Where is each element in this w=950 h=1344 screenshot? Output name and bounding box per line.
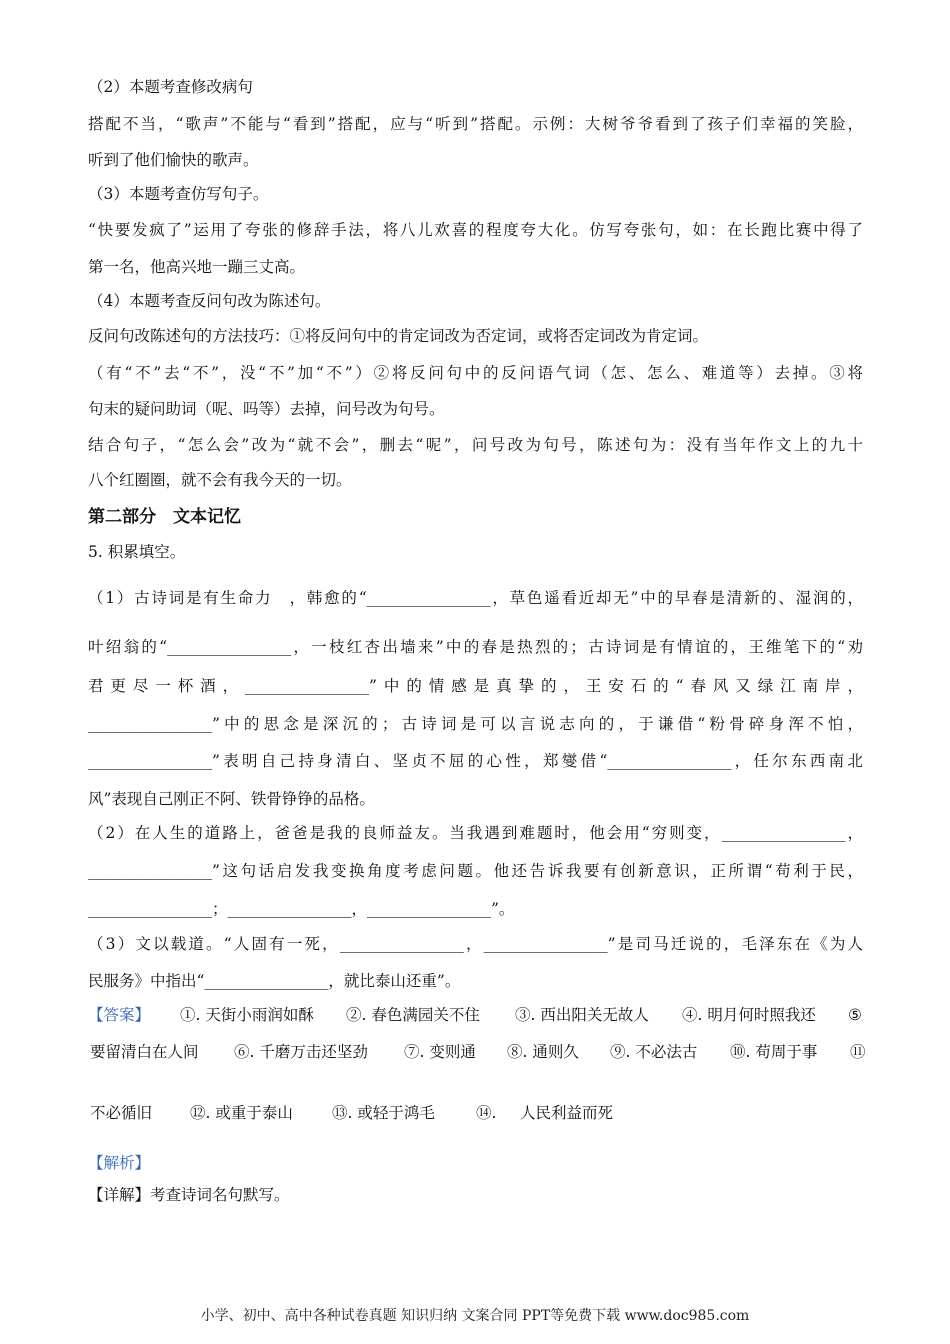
text-line: 叶绍翁的“________________，一枝红杏出墙来”中的春是热烈的；古诗词是有情谊的，王维笔下的“劝 [88, 638, 863, 656]
answer-item: ⑩. 苟周于事 [730, 1043, 818, 1061]
answer-tag: 【答案】 [88, 1006, 151, 1024]
text-line: （3）本题考查仿写句子。 [88, 185, 269, 203]
text-line: 反问句改陈述句的方法技巧：①将反问句中的肯定词改为否定词，或将否定词改为肯定词。 [88, 327, 709, 345]
answer-item: ②. 春色满园关不住 [346, 1006, 480, 1024]
answer-item: ⑦. 变则通 [404, 1043, 476, 1061]
text-line: 听到了他们愉快的歌声。 [88, 151, 259, 169]
answer-item: ⑭. [476, 1104, 497, 1122]
text-line: 结合句子，“怎么会”改为“就不会”，删去“呢”，问号改为句号，陈述句为：没有当年作文上的九十 [88, 436, 863, 454]
answer-item: ⑧. 通则久 [507, 1043, 579, 1061]
text-line: （2）本题考查修改病句 [88, 78, 253, 96]
text-line: 第一名，他高兴地一蹦三丈高。 [88, 258, 306, 276]
text-line: 民服务》中指出“________________，就比泰山还重”。 [88, 972, 461, 990]
text-line: “快要发疯了”运用了夸张的修辞手法，将八儿欢喜的程度夸大化。仿写夸张句，如：在长跑比赛中得了 [88, 221, 863, 239]
answer-item: ⑪ [850, 1043, 866, 1061]
text-line: （2）在人生的道路上，爸爸是我的良师益友。当我遇到难题时，他会用“穷则变，________________， [88, 824, 863, 842]
answer-item: ①. 天街小雨润如酥 [180, 1006, 314, 1024]
text-line: 搭配不当，“歌声”不能与“看到”搭配，应与“听到”搭配。示例：大树爷爷看到了孩子们幸福的笑脸， [88, 115, 863, 133]
question-title: 5. 积累填空。 [88, 543, 186, 561]
answer-item: ⑥. 千磨万击还坚劲 [234, 1043, 368, 1061]
page-footer: 小学、初中、高中各种试卷真题 知识归纳 文案合同 PPT等免费下载 www.doc985.com [200, 1308, 750, 1324]
text-line: 句末的疑问助词（呢、吗等）去掉，问号改为句号。 [88, 400, 445, 418]
answer-item: ⑬. 或轻于鸿毛 [332, 1104, 435, 1122]
text-line: ________________”中的思念是深沉的；古诗词是可以言说志向的，于谦借“粉骨碎身浑不怕， [88, 715, 863, 733]
answer-item: ⑨. 不必法古 [610, 1043, 698, 1061]
analysis-tag: 【解析】 [88, 1154, 151, 1172]
text-line: ________________；________________，________________”。 [88, 900, 515, 918]
text-line: 风”表现自己刚正不阿、铁骨铮铮的品格。 [88, 790, 375, 808]
answer-item: ③. 西出阳关无故人 [515, 1006, 649, 1024]
text-line: （有“不”去“不”，没“不”加“不”）②将反问句中的反问语气词（怎、怎么、难道等）去掉。③将 [88, 364, 863, 382]
text-line: （1）古诗词是有生命力 ，韩愈的“________________，草色遥看近却无”中的早春是清新的、湿润的， [88, 589, 863, 607]
text-line: （4）本题考查反问句改为陈述句。 [88, 292, 331, 310]
text-line: 君更尽一杯酒，________________”中的情感是真挚的，王安石的“春风又绿江南岸， [88, 677, 863, 695]
text-line: ________________”表明自己持身清白、坚贞不屈的心性，郑燮借“________________，任尔东西南北 [88, 752, 863, 770]
detail-line: 【详解】考查诗词名句默写。 [88, 1186, 290, 1204]
text-line: （3）文以载道。“人固有一死，________________，________________”是司马迁说的，毛泽东在《为人 [88, 935, 863, 953]
answer-item: ⑤ [848, 1006, 862, 1024]
answer-item: ④. 明月何时照我还 [682, 1006, 816, 1024]
text-line: 八个红圈圈，就不会有我今天的一切。 [88, 471, 352, 489]
section-heading: 第二部分 文本记忆 [88, 507, 241, 527]
answer-item: ⑫. 或重于泰山 [190, 1104, 293, 1122]
answer-item: 要留清白在人间 [90, 1043, 199, 1061]
answer-item: 人民利益而死 [520, 1104, 614, 1122]
answer-item: 不必循旧 [90, 1104, 153, 1122]
text-line: ________________”这句话启发我变换角度考虑问题。他还告诉我要有创新意识，正所谓“苟利于民， [88, 862, 863, 880]
